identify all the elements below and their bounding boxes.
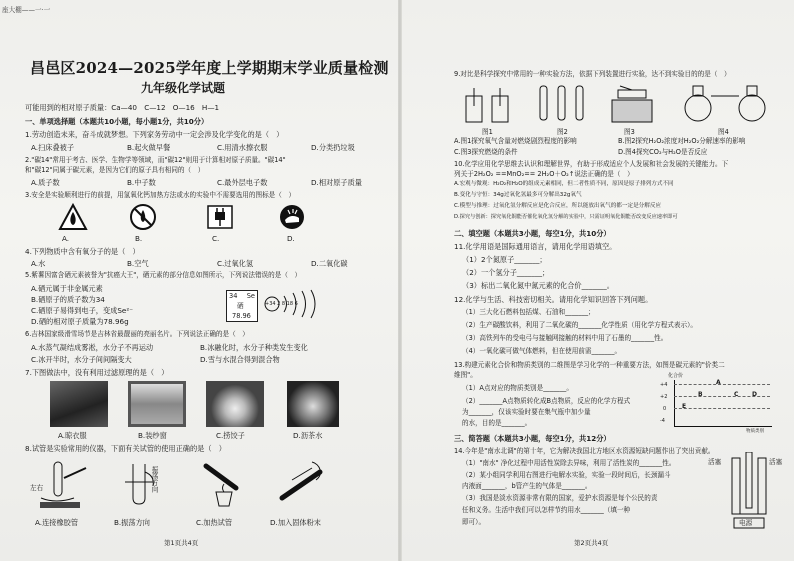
wash-hands-icon [277,203,307,231]
option-b: B.中子数 [127,178,156,187]
point-d: D [752,391,757,398]
question-12: 12.化学与生活、科技密切相关。请用化学知识回答下列问题。 [454,295,653,304]
point-c: C [734,391,739,398]
q12-item-3: （3）高铁列车的受电弓与接触网接触的材料中用了石墨的_______性。 [462,334,668,342]
page-two [400,0,794,561]
chart-x-label: 物质类别 [746,429,764,434]
option-a: A.连接橡胶管 [35,518,79,527]
figure-label-2: 图2 [557,128,568,136]
exam-subtitle: 九年级化学试题 [141,81,226,95]
option-d: D. [287,234,295,243]
section-three-heading: 三、简答题（本题共3小题，每空1分，共12分） [454,434,611,443]
q11-item-1: （1）2个氮原子_______； [462,255,547,264]
atomic-mass: 78.96 [232,312,251,320]
option-b: B.空气 [127,259,149,268]
option-c: C.用清水擦衣服 [217,143,268,152]
question-3: 3.安全是实验顺利进行的前提，用氢氧化钙加热方法或水的实验中不需要选用的图标是（ ） [25,191,296,199]
heating-test-tube-figure [196,458,256,510]
chart-y-axis [674,380,675,426]
option-d: D.沥茶水 [293,431,323,440]
section-two-heading: 二、填空题（本题共3小题，每空1分，共10分） [454,229,611,238]
question-10: 10.化学应用化学思维去认识和理解世界，有助于形成适应个人发展和社会发展的关键能力。下 [454,160,729,168]
option-c: C. [212,234,220,243]
y-tick: 0 [663,406,667,412]
option-a: A.水蒸气凝结成雾凇，水分子不再运动 [31,343,154,352]
chart-x-axis [674,426,772,427]
question-8: 8.试管是实验常用的仪器，下面有关试管的使用正确的是（ ） [25,444,226,453]
option-d: D.二氧化碳 [311,259,348,268]
question-6: 6.吉林国家级滑雪场节是吉林省最靓丽的亮丽名片。下列说法正确的是（ ） [25,330,249,338]
option-a: A.宏观与微观：H₂O₂和H₂O的组成元素相同，但二者性质不同，原因是原子排列方式不同 [454,181,674,187]
option-c: C.过氧化氢 [217,259,254,268]
fire-hazard-icon [58,203,88,231]
q13-item-4: 的水，目的是_______。 [462,419,532,427]
figure-label-3: 图3 [624,128,635,136]
q13-item-2: （2）_______A点物质转化成B点物质，反应的化学方程式 [462,397,631,405]
q13-item-1: （1）A点对应的物质类别是_______。 [462,384,573,392]
option-c: C.最外层电子数 [217,178,268,187]
q12-item-2: （2）生产碳酸饮料，利用了二氧化碳的_______化学性质（用化学方程式表示）。 [462,321,697,329]
option-d: D.分类扔垃圾 [311,143,355,152]
grid-line [674,408,770,409]
section-one-heading: 一、单项选择题（本题共10小题，每小题1分，共10分） [25,117,209,126]
electric-plug-icon [205,203,235,231]
option-a: A.图1探究氧气含量对燃烧剧烈程度的影响 [454,137,577,145]
q13-item-3: 为_______，仅该实验时要在集气瓶中加少量 [462,408,591,416]
question-13: 13.构建元素化合价和物质类别的二维图是学习化学的一种重要方法，如图是碳元素的"价类二 [454,361,725,369]
label-power: 电源 [739,519,753,527]
option-c: C.模型与推理：过氧化氢分解反应是化合反应，所以能放出氧气的都一定是分解反应 [454,203,662,209]
question-2-cont: 和"碳12"同属于碳元素，是因为它们的原子具有相同的（ ） [25,166,205,174]
option-a: A. [62,234,70,243]
question-10-cont: 列关于2H₂O₂ ==MnO₂== 2H₂O＋O₂↑说法正确的是（ ） [454,170,634,178]
test-tube-rubber-tube-figure [36,458,96,510]
atom-shell-numbers: +34 2 8 18 6 [265,301,298,307]
page-footer-left: 第1页共4页 [164,539,199,547]
window-screen-photo [128,381,186,427]
point-e: E [682,403,687,410]
question-2: 2."碳14"常用于考古、医学、生物学等领域，而"碳12"则用于计算相对原子质量。"碳14" [25,156,286,164]
point-b: B [698,391,703,398]
question-7: 7.下图做法中，没有利用过滤原理的是（ ） [25,368,169,377]
label-valve-b: 活塞 [769,458,783,466]
y-tick: +2 [660,394,668,400]
question-11: 11.化学用语是国际通用语言，请用化学用语填空。 [454,242,617,251]
option-d: D.加入固体粉末 [270,518,321,527]
y-tick: +4 [660,382,668,388]
question-14: 14.今年是"南水北调"的第十年，它为解决我国北方地区水资源短缺问题作出了突出贡献。 [454,447,715,455]
drying-clothes-photo [50,381,108,427]
element-name: 硒 [237,302,244,310]
figure-label-4: 图4 [718,128,729,136]
option-d: D.相对原子质量 [311,178,362,187]
q14-item-2: （2）某小组同学利用右图进行电解水实验，实验一段时间后，长颈漏斗 [462,471,671,479]
q14-item-3: 内液面_______，b管产生的气体是_______。 [462,482,592,490]
label-left-right: 左右 [30,484,44,492]
option-b: B.硒原子的质子数为34 [31,295,105,304]
option-a: A.水 [31,259,46,268]
no-fire-icon [128,203,158,231]
grid-line [674,384,770,385]
y-tick: -4 [660,418,665,424]
q14-item-6: 即可）。 [462,518,486,526]
option-a: A.硒元属于非金属元素 [31,284,103,293]
question-5: 5.紫薯因富含硒元素被誉为"抗癌大王"，硒元素的部分信息如图所示，下列说法错误的是（ ） [25,271,302,279]
q14-item-5: 任和义务。生活中我们可以怎样节约用水_______（填一种 [462,506,631,514]
q12-item-4: （4）一氧化碳可做气体燃料，但在使用前需_______。 [462,347,622,355]
selenium-tile [226,290,258,322]
question-1: 1.劳动创造未来，奋斗成就梦想。下列家务劳动中一定会涉及化学变化的是（ ） [25,130,284,139]
dumplings-photo [206,381,264,427]
option-b: B. [135,234,143,243]
valence-category-chart [658,372,778,434]
option-c: C.加热试管 [196,518,233,527]
label-valve-a: 活塞 [708,458,722,466]
exam-title: 昌邑区2024—2025学年度上学期期末学业质量检测 [30,59,389,77]
option-c: C.捞饺子 [216,431,245,440]
q14-item-1: （1）"南水" 净化过程中用活性炭除去异味，利用了活性炭的_______性。 [462,459,676,467]
option-d: D.硒的相对原子质量为78.96g [31,317,129,326]
option-c: C.硒原子易得到电子，变成Se²⁻ [31,306,134,315]
element-symbol: Se [246,292,255,300]
header-strip: 座大棚——一·一 [2,6,51,14]
figure-label-1: 图1 [482,128,493,136]
atomic-mass-note: 可能用到的相对原子质量：Ca—40 C—12 O—16 H—1 [25,103,220,112]
label-shake-direction: 振荡方向 [150,466,158,493]
q12-item-1: （1）三大化石燃料包括煤、石油和_______； [462,308,595,316]
option-c: C.冰开半时，水分子间间隔变大 [31,355,132,364]
option-c: C.图3探究燃烧的条件 [454,148,518,156]
adding-powder-figure [272,458,332,510]
point-a: A [716,379,721,386]
question-13-cont: 维图"。 [454,371,477,379]
q11-item-2: （2）一个氢分子_______； [462,268,550,277]
atomic-number: 34 [229,292,238,300]
option-b: B.振荡方向 [114,518,150,527]
option-a: A.质子数 [31,178,60,187]
option-a: A.晾衣服 [58,431,87,440]
option-b: B.变化与守恒：34g过氧化氢最多可分解出32g氧气 [454,192,582,198]
option-a: A.扫床叠被子 [31,143,75,152]
question-4: 4.下列物质中含有氧分子的是（ ） [25,247,140,256]
option-b: B.图2探究H₂O₂浓度对H₂O₂分解速率的影响 [618,137,746,145]
option-b: B.起火做早餐 [127,143,171,152]
page-footer-right: 第2页共4页 [574,539,609,547]
chart-y-label: 化合价 [668,373,684,379]
option-b: B.装纱窗 [138,431,167,440]
option-d: D.探究与创新：探究氧化铜能否催化氧化氢分解的实验中，只需证明氧化铜能否改变反应速率即可 [454,214,678,220]
tea-strainer-photo [287,381,339,427]
option-b: B.冰融化时，水分子种类发生变化 [200,343,308,352]
q11-item-3: （3）标出二氧化氮中氮元素的化合价_______。 [462,281,614,290]
experiment-apparatus-figures [462,82,792,132]
option-d: D.雪与水混合得到混合物 [200,355,280,364]
question-9: 9.对比是科学探究中常用的一种实验方法，依据下列装置进行实验，达不到实验目的的是（ ） [454,70,731,78]
q14-item-4: （3）我国是淡水资源非常有限的国家，爱护水资源是每个公民的责 [462,494,658,502]
option-d: D.图4探究CO₂与H₂O是否反应 [618,148,708,156]
